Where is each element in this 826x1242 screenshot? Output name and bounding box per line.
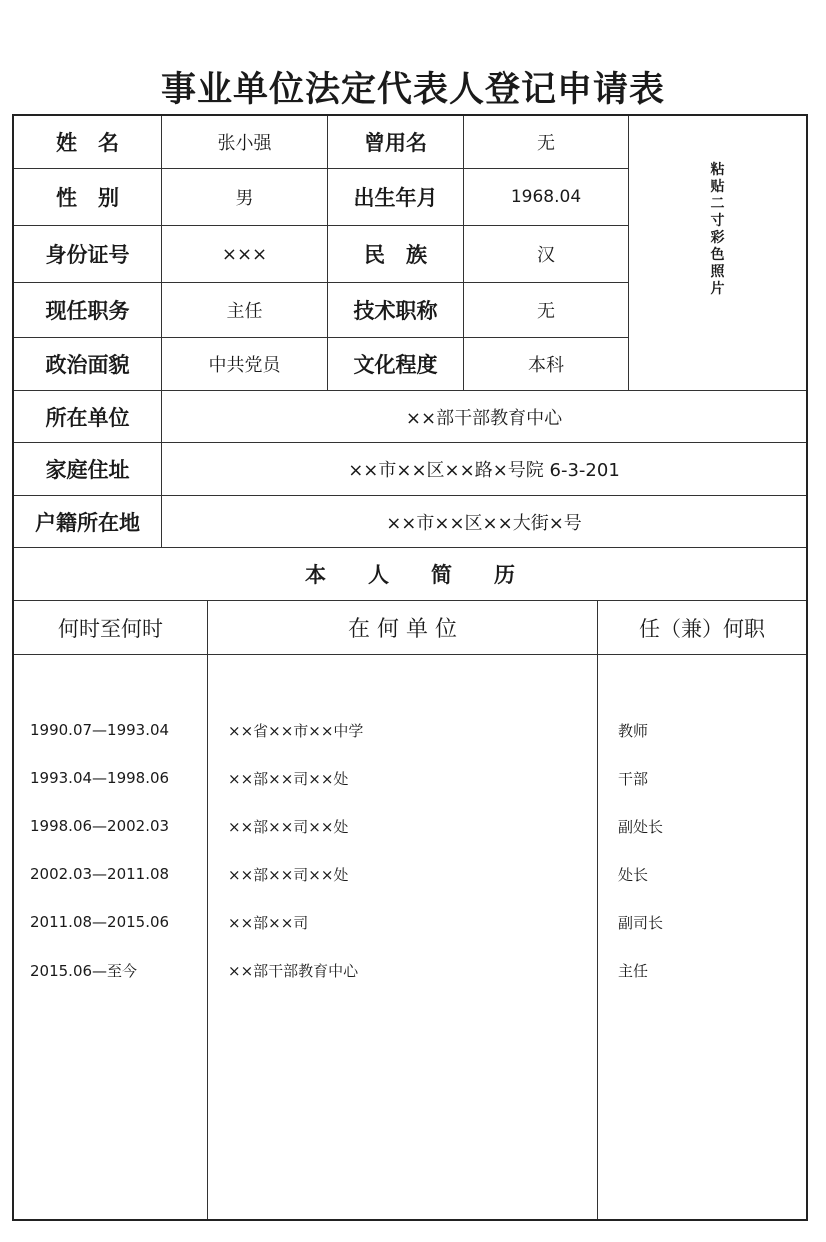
gender-value: 男 [235,188,254,209]
position-label: 现任职务 [45,298,130,323]
resume-period: 2002.03—2011.08 [30,865,170,883]
resume-post: 副司长 [618,913,664,932]
education-value: 本科 [528,355,564,376]
grid-line [14,654,806,655]
gender-label: 性 别 [56,185,119,210]
photo-area [629,116,806,390]
resume-post: 处长 [618,865,649,884]
name-value: 张小强 [217,133,272,154]
home-value: ××市××区××路×号院 6-3-201 [348,460,620,481]
resume-unit: ××部干部教育中心 [228,961,359,980]
household-label: 户籍所在地 [35,509,140,535]
political-value: 中共党员 [208,355,281,376]
resume-period: 1990.07—1993.04 [30,721,170,739]
birth-value: 1968.04 [510,187,582,207]
position-value: 主任 [226,301,263,322]
resume-unit: ××部××司××处 [228,817,349,836]
col-period-header: 何时至何时 [58,616,163,641]
former-name-label: 曾用名 [364,130,427,155]
resume-period-column [30,706,169,994]
registration-form [12,114,808,1221]
education-label: 文化程度 [353,352,438,377]
grid-line [597,600,598,1219]
photo-placeholder-text: 粘贴二寸彩色照片 [710,162,725,297]
resume-post: 干部 [618,769,649,788]
resume-unit: ××省××市××中学 [228,721,364,740]
resume-heading: 本 人 简 历 [305,562,515,587]
form-title: 事业单位法定代表人登记申请表 [160,70,665,110]
id-value: ××× [221,243,268,265]
tech-title-label: 技术职称 [353,298,438,323]
col-post-header: 任（兼）何职 [639,616,765,641]
resume-post: 教师 [618,721,649,740]
political-label: 政治面貌 [45,352,130,377]
resume-period: 1993.04—1998.06 [30,769,170,787]
resume-post: 副处长 [618,817,664,836]
resume-period: 2015.06—至今 [30,961,138,980]
home-label: 家庭住址 [45,457,130,482]
tech-title-value: 无 [537,301,555,322]
col-unit-header: 在 何 单 位 [348,617,457,642]
ethnicity-label: 民 族 [364,242,427,267]
birth-label: 出生年月 [353,185,438,210]
id-label: 身份证号 [45,242,130,267]
resume-post-column [618,706,663,994]
unit-value: ××部干部教育中心 [405,407,563,429]
ethnicity-value: 汉 [537,245,555,266]
resume-unit: ××部××司 [228,913,309,932]
resume-unit: ××部××司××处 [228,769,349,788]
former-name-value: 无 [537,133,555,154]
resume-post: 主任 [618,961,649,980]
resume-unit-column [228,706,363,994]
resume-period: 2011.08—2015.06 [30,913,170,931]
resume-period: 1998.06—2002.03 [30,817,170,835]
name-label: 姓 名 [56,130,119,155]
grid-line [207,600,208,1219]
unit-label: 所在单位 [45,404,130,430]
household-value: ××市××区××大街×号 [386,512,582,534]
resume-unit: ××部××司××处 [228,865,349,884]
